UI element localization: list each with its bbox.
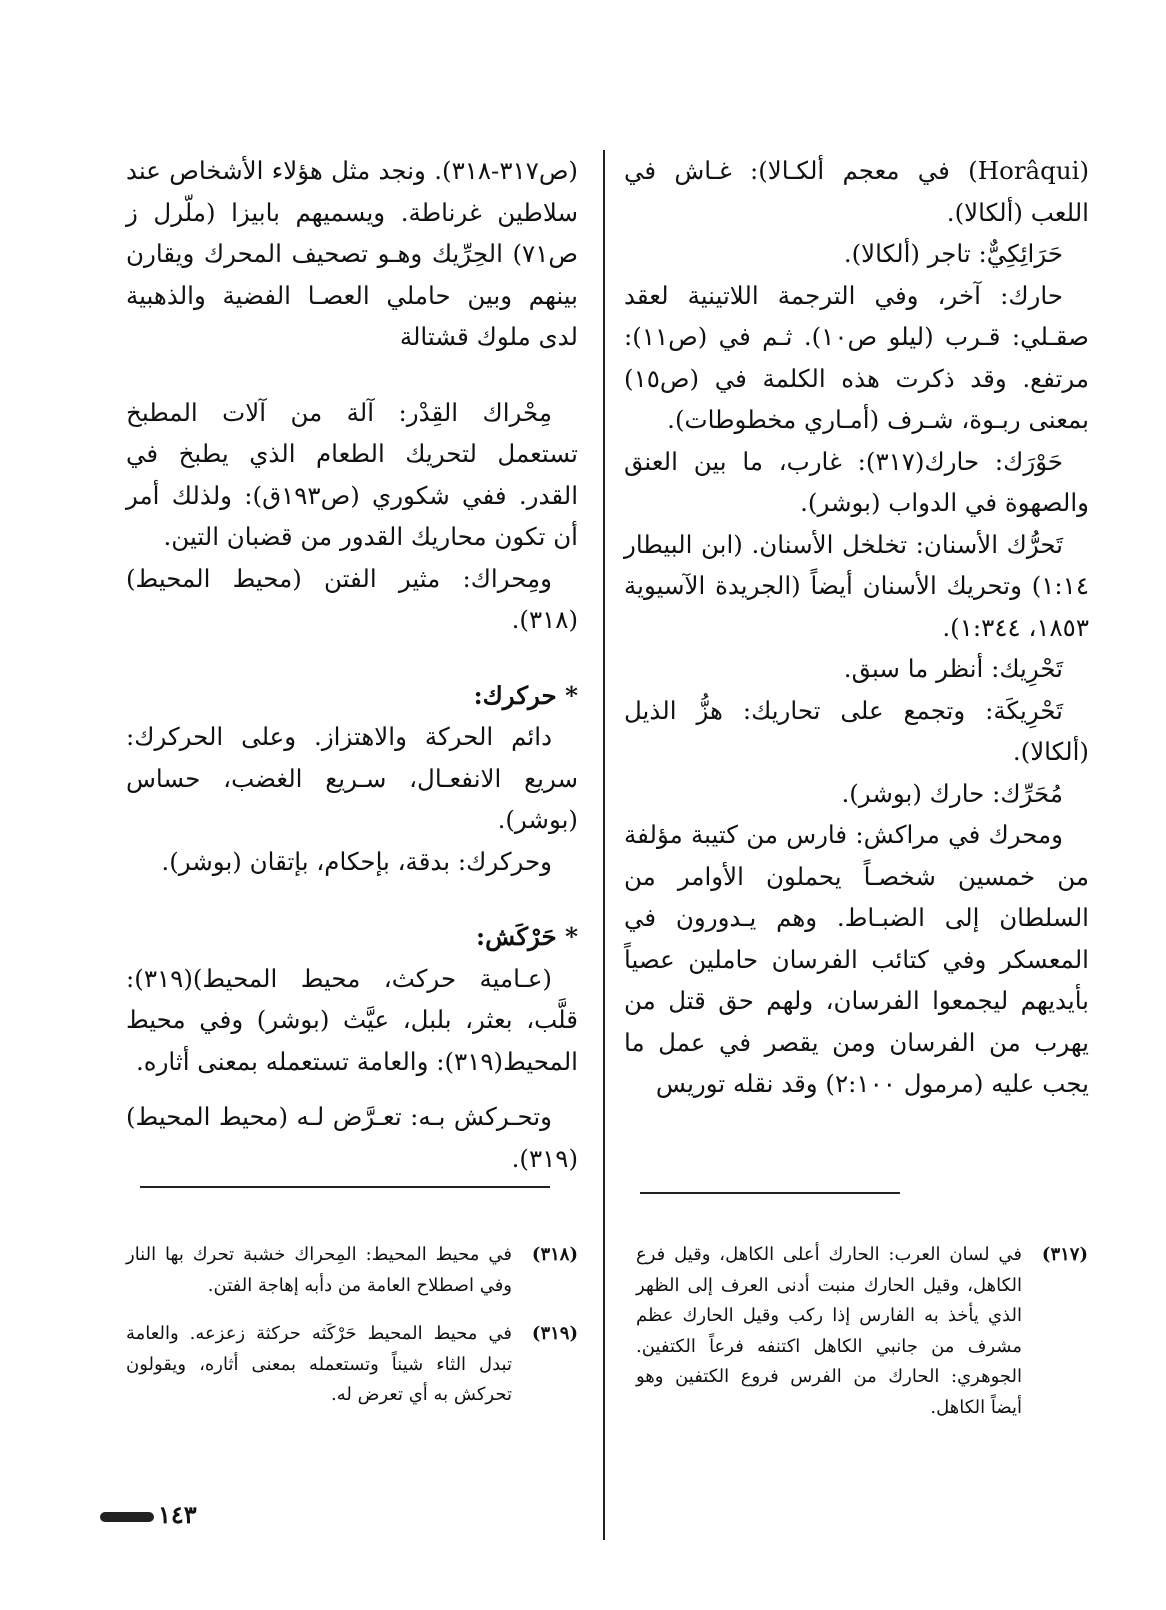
entry-continuation: (ص٣١٧-٣١٨). ونجد مثل هؤلاء الأشخاص عند سلاطين غرناطة. ويسميهم بابيزا (ملّرل ز ص٧١) الحِرِّيك وهـو تصحيف المحرك ويقارن بينهم وبين حاملي العصـا الفضية والذهبية لدى ملوك قشتالة <box>126 156 578 351</box>
entry-harkash: (عـامية حركث، محيط المحيط)(٣١٩): قلَّب، بعثر، بلبل، عيَّث (بوشر) وفي محيط المحيط(٣١٩): والعامة تستعمله بمعنى أثاره. <box>126 963 578 1076</box>
entry-harkarak: دائم الحركة والاهتزاز. وعلى الحركرك: سريع الانفعـال، سـريع الغضب، حساس (بوشر). <box>126 722 578 834</box>
page-number-text: ١٤٣ <box>158 1500 197 1529</box>
left-text-column <box>126 150 578 1179</box>
footnote-rule-left <box>140 1186 550 1188</box>
entry-taharruk-al-asnan: تَحرُّك الأسنان: تخلخل الأسنان. (ابن البيطار ١:١٤) وتحريك الأسنان أيضاً (الجريدة الآسيوية ١٨٥٣، ١:٣٤٤). <box>624 529 1089 642</box>
footnote-text: في لسان العرب: الحارك أعلى الكاهل، وقيل فرع الكاهل، وقيل الحارك منبت أدنى العرف إلى الظهر الذي يأخذ به الفارس إذا ركب وقيل الحارك عظم مشرف من جانبي الكاهل اكتنفه فرعاً الكتفين. الجوهري: الحارك من الفرس فروع الكتفين وهو أيضاً الكاهل. <box>636 1244 1022 1418</box>
footnote-text: في محيط المحيط حَرْكَثه حركثة زعزعه. والعامة تبدل الثاء شيناً وتستعمله بمعنى أثاره، ويقولون تحركش به أي تعرض له. <box>126 1323 512 1405</box>
entry-haraiki: حَرَائِكِيٌّ: تاجر (ألكالا). <box>843 239 1063 268</box>
entry-tahrika: تَحْرِيكَة: وتجمع على تحاريك: هزُّ الذيل (ألكالا). <box>624 695 1089 766</box>
footnote-318 <box>126 1240 578 1301</box>
footnote-text: في محيط المحيط: المِحراك خشبة تحرك بها النار وفي اصطلاح العامة من دأبه إهاجة الفتن. <box>126 1244 512 1296</box>
footnote-number: (٣١٧) <box>1041 1244 1088 1265</box>
entry-tahrik: تَحْرِيك: أنظر ما سبق. <box>843 654 1063 683</box>
entry-muharrik-marrakesh: ومحرك في مراكش: فارس من كتيبة مؤلفة من خمسين شخصـاً يحملون الأوامر من السلطان إلى الضبـاط. وهم يـدورون في المعسكر وفي كتائب الفرسان حاملين عصياً بأيديهم ليجمعوا الفرسان، ولهم حق قتل من يهرب من الفرسان ومن يقصر في عمل ما يجب عليه (مرمول ٢:١٠٠) وقد نقله توريس <box>624 820 1089 1098</box>
entry-mihrak: ومِحراك: مثير الفتن (محيط المحيط)(٣١٨). <box>126 563 578 634</box>
entry-taharkash: وتحـركش بـه: تعـرَّض لـه (محيط المحيط)(٣١٩). <box>126 1102 578 1173</box>
entry-mihrak-al-qidr: مِحْراك القِدْر: آلة من آلات المطبخ تستعمل لتحريك الطعام الذي يطبخ في القدر. ففي شكوري (ص١٩٣ق): ولذلك أمر أن تكون محاريك القدور من قضبان التين. <box>126 397 579 551</box>
column-divider <box>603 150 605 1540</box>
heading-harkash: * حَرْكَش: <box>476 922 578 951</box>
ink-smudge <box>100 1512 154 1522</box>
right-text-column <box>624 150 1089 1105</box>
footnote-317 <box>636 1240 1088 1423</box>
footnote-rule-right <box>640 1192 900 1194</box>
entry-horaqui: (Horâqui) في معجم ألكـالا): غـاش في اللعب (ألكالا). <box>624 156 1089 227</box>
heading-harkarak: * حركرك: <box>473 680 578 710</box>
footnotes-right <box>636 1240 1088 1441</box>
entry-harik: حارك: آخر، وفي الترجمة اللاتينية لعقد صقـلي: قـرب (ليلو ص١٠). ثـم في (ص١١): مرتفع. وقد ذكرت هذه الكلمة في (ص١٥) بمعنى ربـوة، شـرف (أمـاري مخطوطات). <box>624 280 1089 434</box>
entry-hawrak: حَوْرَك: حارك(٣١٧): غارب، ما بين العنق والصهوة في الدواب (بوشر). <box>624 446 1089 517</box>
entry-harkarak-adverb: وحركرك: بدقة، بإحكام، بإتقان (بوشر). <box>161 846 552 876</box>
page-number <box>100 1500 197 1529</box>
footnote-number: (٣١٨) <box>531 1244 578 1265</box>
footnote-number: (٣١٩) <box>531 1323 578 1344</box>
footnote-319 <box>126 1319 578 1411</box>
footnotes-left <box>126 1240 578 1429</box>
entry-muharrik: مُحَرِّك: حارك (بوشر). <box>841 778 1063 808</box>
